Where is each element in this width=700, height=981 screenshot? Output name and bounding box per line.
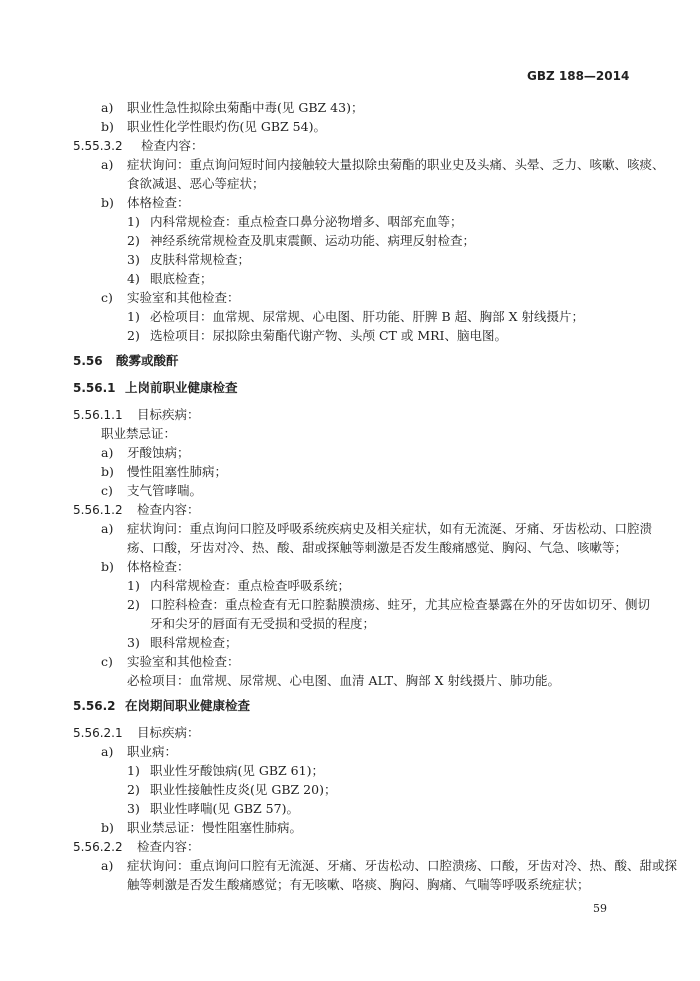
sublist-item-continued: 牙和尖牙的唇面有无受损和受损的程度； (150, 616, 376, 631)
paragraph-line: 疡、口酸，牙齿对冷、热、酸、甜或探触等刺激是否发生酸痛感觉、胸闷、气急、咳嗽等； (127, 540, 628, 555)
clause-subtitle: 职业禁忌证： (101, 426, 177, 441)
paragraph-line: 症状询问：重点询问短时间内接触较大量拟除虫菊酯的职业史及头痛、头晕、乏力、咳嗽、咳痰、 (127, 157, 665, 172)
paragraph-line: 症状询问：重点询问口腔有无流涎、牙痛、牙齿松动、口腔溃疡、口酸，牙齿对冷、热、酸、甜或探 (127, 858, 678, 873)
sublist-marker: 1) (127, 578, 140, 593)
section-title: 在岗期间职业健康检查 (125, 698, 251, 713)
section-number: 5.56.2 (73, 699, 116, 713)
sublist-item: 选检项目：尿拟除虫菊酯代谢产物、头颅 CT 或 MRI、脑电图。 (150, 328, 507, 343)
sublist-item: 职业性接触性皮炎(见 GBZ 20)； (150, 782, 337, 797)
list-marker: c) (101, 290, 113, 305)
standard-code-header: GBZ 188—2014 (527, 69, 630, 83)
sublist-item: 皮肤科常规检查； (150, 252, 251, 267)
list-subtitle: 体格检查： (127, 559, 190, 574)
list-marker: a) (101, 744, 114, 759)
section-number: 5.56.1 (73, 381, 116, 395)
sublist-marker: 3) (127, 252, 140, 267)
list-subtitle: 职业病： (127, 744, 178, 759)
section-title: 酸雾或酸酐 (116, 353, 179, 368)
section-title: 上岗前职业健康检查 (125, 380, 238, 395)
clause-number: 5.55.3.2 (73, 139, 123, 153)
sublist-item: 内科常规检查：重点检查呼吸系统； (150, 578, 351, 593)
sublist-marker: 2) (127, 233, 140, 248)
clause-title: 检查内容： (141, 138, 204, 153)
clause-number: 5.56.2.2 (73, 840, 123, 854)
sublist-item: 内科常规检查：重点检查口鼻分泌物增多、咽部充血等； (150, 214, 463, 229)
list-item: 职业性急性拟除虫菊酯中毒(见 GBZ 43)； (127, 100, 364, 115)
paragraph-line: 食欲减退、恶心等症状； (127, 176, 265, 191)
clause-number: 5.56.1.2 (73, 503, 123, 517)
list-marker: c) (101, 483, 113, 498)
list-marker: b) (101, 820, 114, 835)
list-marker: a) (101, 100, 114, 115)
sublist-item: 职业性牙酸蚀病(见 GBZ 61)； (150, 763, 324, 778)
sublist-marker: 3) (127, 801, 140, 816)
paragraph-line: 触等刺激是否发生酸痛感觉；有无咳嗽、咯痰、胸闷、胸痛、气喘等呼吸系统症状； (127, 877, 590, 892)
paragraph-line: 症状询问：重点询问口腔及呼吸系统疾病史及相关症状，如有无流涎、牙痛、牙齿松动、口腔溃 (127, 521, 653, 536)
list-marker: a) (101, 157, 114, 172)
list-marker: b) (101, 464, 114, 479)
paragraph-line: 必检项目：血常规、尿常规、心电图、血清 ALT、胸部 X 射线摄片、肺功能。 (127, 673, 560, 688)
clause-title: 目标疾病： (137, 407, 200, 422)
sublist-item: 口腔科检查：重点检查有无口腔黏膜溃疡、蛀牙，尤其应检查暴露在外的牙齿如切牙、侧切 (150, 597, 651, 612)
sublist-item: 眼科常规检查； (150, 635, 238, 650)
section-number: 5.56 (73, 354, 103, 368)
clause-number: 5.56.1.1 (73, 408, 123, 422)
list-subtitle: 实验室和其他检查： (127, 654, 240, 669)
sublist-item: 职业性哮喘(见 GBZ 57)。 (150, 801, 299, 816)
sublist-marker: 4) (127, 271, 140, 286)
clause-number: 5.56.2.1 (73, 726, 123, 740)
list-marker: a) (101, 521, 114, 536)
list-item: 职业性化学性眼灼伤(见 GBZ 54)。 (127, 119, 326, 134)
sublist-marker: 2) (127, 328, 140, 343)
list-marker: c) (101, 654, 113, 669)
sublist-item: 必检项目：血常规、尿常规、心电图、肝功能、肝脾 B 超、胸部 X 射线摄片； (150, 309, 584, 324)
sublist-marker: 2) (127, 597, 140, 612)
list-marker: b) (101, 119, 114, 134)
list-subtitle: 实验室和其他检查： (127, 290, 240, 305)
sublist-item: 眼底检查； (150, 271, 213, 286)
clause-title: 目标疾病： (137, 725, 200, 740)
list-marker: a) (101, 445, 114, 460)
sublist-item: 神经系统常规检查及肌束震颤、运动功能、病理反射检查； (150, 233, 476, 248)
list-item: 慢性阻塞性肺病； (127, 464, 228, 479)
sublist-marker: 3) (127, 635, 140, 650)
list-item: 牙酸蚀病； (127, 445, 190, 460)
list-marker: b) (101, 559, 114, 574)
list-subtitle: 体格检查： (127, 195, 190, 210)
sublist-marker: 2) (127, 782, 140, 797)
list-item: 职业禁忌证：慢性阻塞性肺病。 (127, 820, 303, 835)
clause-title: 检查内容： (137, 502, 200, 517)
sublist-marker: 1) (127, 763, 140, 778)
sublist-marker: 1) (127, 214, 140, 229)
sublist-marker: 1) (127, 309, 140, 324)
page-number: 59 (593, 902, 607, 915)
list-item: 支气管哮喘。 (127, 483, 203, 498)
list-marker: b) (101, 195, 114, 210)
list-marker: a) (101, 858, 114, 873)
clause-title: 检查内容： (137, 839, 200, 854)
